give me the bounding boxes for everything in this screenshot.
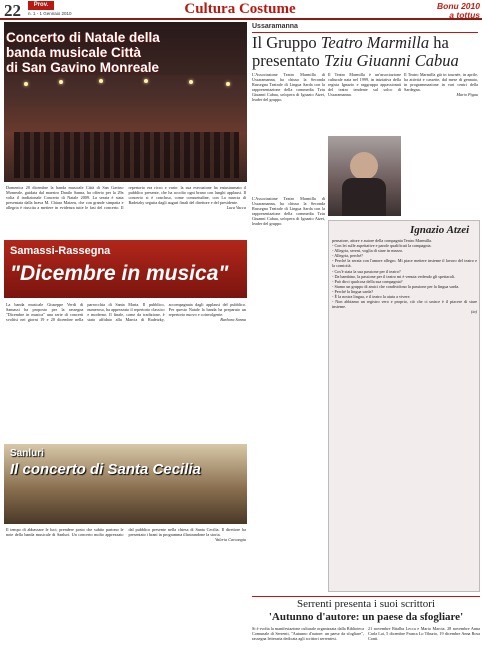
interview-qa-6: - Può dirci qualcosa della sua compagnia? [332,278,403,284]
interview-qa-5: - Da bambino, la passione per il teatro mi è venuta vedendo gli spettacoli. [332,273,456,279]
article4-signature: Mario Pigau [456,92,478,98]
article4-title-pre: Il Gruppo [252,33,321,52]
bonus-line-1: Bonu 2010 [437,1,480,11]
article3-text-2: Il direttore ha presentato i brani in programma illustrandone la storia. [128,527,246,538]
article2-banner [4,240,247,298]
interview-signature: (ia) [470,309,477,315]
newspaper-logo: Prov. [28,1,54,10]
article4-text-1: L'Associazione Teatro Marmilla di Ussaramanna, ha chiuso la Seconda Rassegna Teatrale di Lingua Sarda con la rappresentazione della commedia Tziu Giuanni Cabua, un'opera di Ignazio Atzei, leader del gruppo. [252,72,325,103]
interview-qa-4: - Cos'è stata la sua passione per il teatro? [332,268,401,274]
article4-title-italic: Teatro Marmilla [320,33,430,52]
interview-qa-10: - Non abbiamo un registro vero e proprio, ciò che ci unisce è il piacere di stare insieme. [332,299,477,310]
interview-title: Ignazio Atzei [410,224,470,236]
article4-title-post: ha presentato [252,33,449,70]
article1-signature: Luca Vacca [226,205,246,211]
article2-title: "Dicembre in musica" [10,262,229,285]
interview-qa-3: - Perché la serata con l'amore allegro. Mi piace mettere insieme il lavoro del teatro e la comicità. [332,258,477,269]
interview-qa-0: - Con lei sulle aspettative e parole qualificati la compagnia. [332,243,432,249]
article2-signature: Barbara Sanna [220,317,246,323]
article4-continued-text: L'Associazione Teatro Marmilla di Ussaramanna, ha chiuso la Seconda Rassegna Teatrale di Lingua Sarda con la rappresentazione della commedia Tziu Giuanni Cabua, un'opera di Ignazio Atzei, leader del gruppo. [252,196,325,227]
article2-text-left: La banda musicale Giuseppe Verdi di Samassi ha proposto per la rassegna "Dicembre in musica" una serie di concerti svoltisi nei giorni 19 e 20 dicembre nella parrocchia di Santa Maria. Il pubblico, numeroso, ha apprezzato il repertorio classico e moderno. [6,302,165,323]
article3-kicker: Sanluri [10,448,44,459]
article1-text-2: Il concerto si è concluso, come consuetudine, con La marcia di Radetzky seguita dagli auguri finali del direttore e del presidente. [128,190,247,206]
theatre-photo [328,136,401,216]
article3-title: Il concerto di Santa Cecilia [10,461,201,478]
interview-body [332,238,477,588]
article2-body [6,302,246,440]
article5-text-right: 21 novembre Ritalba Lecca e Mario Marcia; 28 novembre Anna Carla Lai, 5 dicembre Franca Lo Tiburio, 19 dicembre Anna Rosa Conti. [368,626,480,642]
article4-kicker: Ussaramanna [252,23,298,30]
article5-body-left [252,626,364,656]
article5-title-line2: 'Autunno d'autore: un paese da sfogliare' [268,611,464,623]
article4-col1 [252,72,325,192]
santa-cecilia-photo [4,444,247,524]
article5-title-line1: Serrenti presenta i suoi scrittori [296,598,436,610]
article4-text-2: Il Teatro Marmilla è un'associazione culturale nata nel 1999, in iniziativa della regista Ignazio e raggruppa appassionati del teatro tendente sul solco di Ussaramanna. [328,72,401,98]
article1-body [6,185,246,235]
interview-qa-7: - Siamo un gruppo di amici che condividono la passione per la lingua sarda. [332,283,460,289]
page-number: 22 [4,1,21,20]
article5-body-right [368,626,480,656]
article4-title [252,34,480,70]
article4-text-3: Il Teatro Marmilla già in tournée, in aprile, ha attività e cassette, dal mese di gennaio, in programmazione in vari centri della Sardegna. [404,72,478,93]
article1-title-line3: di San Gavino Monreale [6,60,160,75]
interview-qa-9: - È la nostra lingua, e il teatro la aiuta a vivere. [332,294,411,300]
interview-qa-2: - Allegria, perché? [332,253,364,259]
article1-title [6,30,246,75]
article4-col3 [404,72,478,192]
issue-info: n. 1 - 1 Gennaio 2010 [28,11,72,16]
article4-title-italic2: Tziu Giuanni Cabua [323,51,459,70]
interview-qa-1: - Allegria, sereni, voglia di stare in mezzo. [332,248,404,254]
article3-signature: Valeria Carcangiu [215,537,246,543]
article3-body [6,527,246,654]
article1-title-line1: Concerto di Natale della [6,30,160,45]
article5-text-left: Si è svolta la manifestazione culturale organizzata dalla Biblioteca Comunale di Serrenti, "Autunno d'autore: un paese da sfogliare", rassegna letteraria dedicata agli scrittori serrentesi. [252,626,364,642]
bonus-line-2: a tottus [449,10,480,20]
interview-qa-8: - Perché la lingua sarda? [332,288,374,294]
article3-text: Il tempo di abbassare le luci, prendere posto che subito partono le note della banda musicale di Sanluri. Un concerto molto apprezzato dal pubblico presente nella chiesa di Santa Cecilia. [6,527,220,538]
bonus-greeting [395,2,480,20]
article4-continued [252,196,325,592]
section-rubric: Cultura Costume [184,1,296,17]
article2-kicker: Samassi-Rassegna [10,245,111,257]
article2-text-right: Per questo Natale la banda ha preparato un repertorio nuovo e coinvolgente. [168,307,246,318]
article1-title-line2: banda musicale Città [6,45,142,60]
article2-text-mid: Il finale, come da tradizione, è stato affidato alla Marcia di Radetzky, accompagnata dagli applausi del pubblico. [87,302,246,323]
article1-text: Domenica 20 dicembre la banda musicale Città di San Gavino Monreale, guidata dal maestro Danilo Sanna, ha offerto per la 29a volta il tradizionale Concerto di Natale 2009. La serata è stata presentata dalla brava M. Chiara Matzeu, che con grande simpatia e allegria è riuscita a mettere in evidenza tutte le fasi del concerto. Il repertorio era ricco e vario: la sua esecuzione ha entusiasmato il pubblico presente, che ha accolto ogni brano con lunghi applausi. [6,185,246,211]
interview-intro: pensatore, attore e autore della compagnia Teatro Marmilla. [332,238,432,243]
